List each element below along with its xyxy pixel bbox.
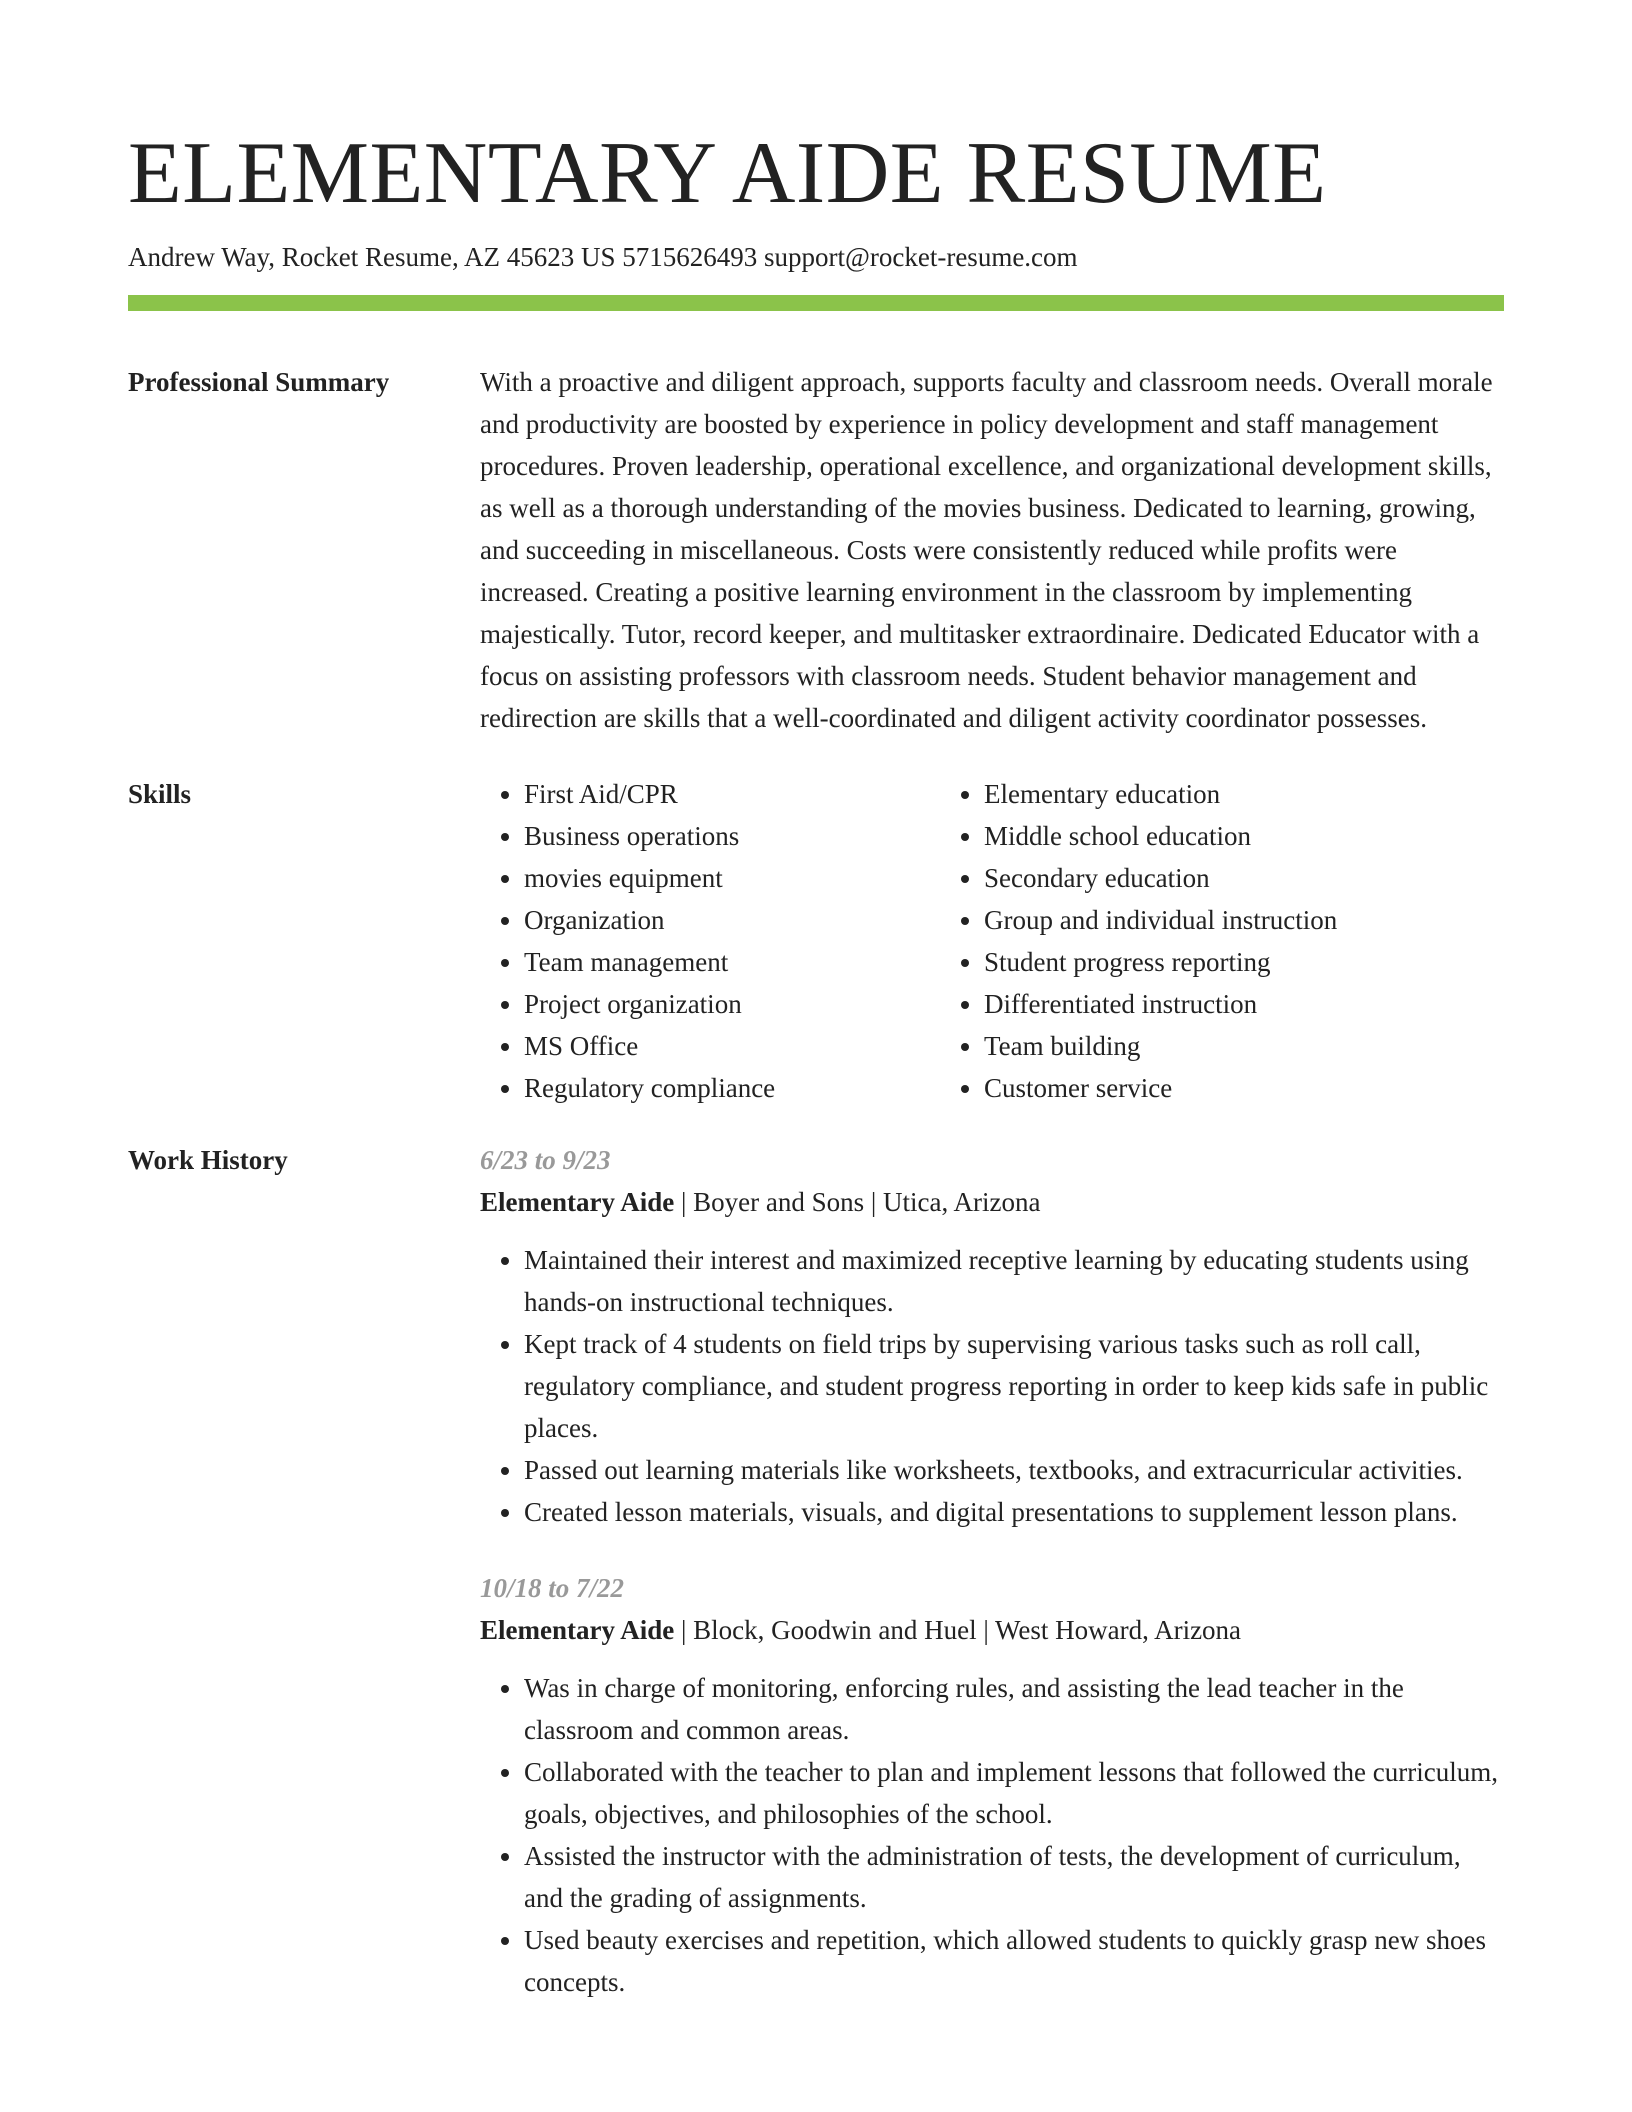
job-dates: 10/18 to 7/22 [480,1573,625,1604]
job-heading [480,1609,1504,1651]
job-company: Block, Goodwin and Huel [693,1615,977,1646]
summary-section [128,361,1504,739]
job-company: Boyer and Sons [693,1187,865,1218]
skills-heading: Skills [128,779,192,810]
job-location: Utica, Arizona [883,1187,1041,1218]
job-title: Elementary Aide [480,1187,675,1218]
job-location: West Howard, Arizona [995,1615,1242,1646]
skill-item: • MS Office [524,1025,940,1067]
job-bullet: • Maintained their interest and maximized receptive learning by educating students using hands-on instructional techniques. [524,1239,1504,1323]
skills-list-right [940,773,1504,1109]
summary-text: With a proactive and diligent approach, supports faculty and classroom needs. Overall morale and productivity are boosted by experience in policy development and staff management procedures. Proven leadership, operational excellence, and organizational development skills, as well as a thorough understanding of the movies business. Dedicated to learning, growing, and succeeding in miscellaneous. Costs were consistently reduced while profits were increased. Creating a positive learning environment in the classroom by implementing majestically. Tutor, record keeper, and multitasker extraordinaire. Dedicated Educator with a focus on assisting professors with classroom needs. Student behavior management and redirection are skills that a well-coordinated and diligent activity coordinator possesses. [480,367,1493,734]
skills-grid [480,773,1504,1109]
skill-item: • Regulatory compliance [524,1067,940,1109]
job-bullets [480,1239,1504,1533]
skill-item: • Secondary education [984,857,1504,899]
skill-item: • Group and individual instruction [984,899,1504,941]
job-bullet: • Kept track of 4 students on field trips by supervising various tasks such as roll call, regulatory compliance, and student progress reporting in order to keep kids safe in public places. [524,1323,1504,1449]
job-bullet: • Assisted the instructor with the administration of tests, the development of curriculum, and the grading of assignments. [524,1835,1504,1919]
job-entry [480,1567,1504,2003]
skill-item: • Middle school education [984,815,1504,857]
job-heading [480,1181,1504,1223]
summary-heading: Professional Summary [128,367,390,398]
skill-item: • movies equipment [524,857,940,899]
contact-line: Andrew Way, Rocket Resume, AZ 45623 US 5715626493 support@rocket-resume.com [128,242,1078,272]
job-bullet: • Collaborated with the teacher to plan and implement lessons that followed the curriculum, goals, objectives, and philosophies of the school. [524,1751,1504,1835]
job-separator: | [864,1187,884,1218]
skill-item: • Team building [984,1025,1504,1067]
job-dates: 6/23 to 9/23 [480,1145,611,1176]
job-bullet: • Used beauty exercises and repetition, which allowed students to quickly grasp new shoes concepts. [524,1919,1504,2003]
job-bullet: • Was in charge of monitoring, enforcing rules, and assisting the lead teacher in the classroom and common areas. [524,1667,1504,1751]
skill-item: • Differentiated instruction [984,983,1504,1025]
work-history-section [128,1139,1504,2037]
job-bullet: • Created lesson materials, visuals, and digital presentations to supplement lesson plans. [524,1491,1504,1533]
work-history-heading: Work History [128,1145,288,1176]
skills-list-left [480,773,940,1109]
skill-item: • Business operations [524,815,940,857]
job-bullet: • Passed out learning materials like worksheets, textbooks, and extracurricular activities. [524,1449,1504,1491]
skill-item: • Organization [524,899,940,941]
skill-item: • Student progress reporting [984,941,1504,983]
skill-item: • Customer service [984,1067,1504,1109]
job-separator: | [674,1187,694,1218]
skill-item: • Team management [524,941,940,983]
job-title: Elementary Aide [480,1615,675,1646]
job-bullets [480,1667,1504,2003]
work-history-body [480,1139,1504,2037]
job-separator: | [976,1615,996,1646]
skill-item: • Elementary education [984,773,1504,815]
accent-divider [128,295,1504,311]
job-separator: | [674,1615,694,1646]
resume-title: ELEMENTARY AIDE RESUME [128,125,1327,222]
job-entry [480,1139,1504,1533]
skill-item: • Project organization [524,983,940,1025]
skill-item: • First Aid/CPR [524,773,940,815]
skills-section [128,773,1504,1109]
